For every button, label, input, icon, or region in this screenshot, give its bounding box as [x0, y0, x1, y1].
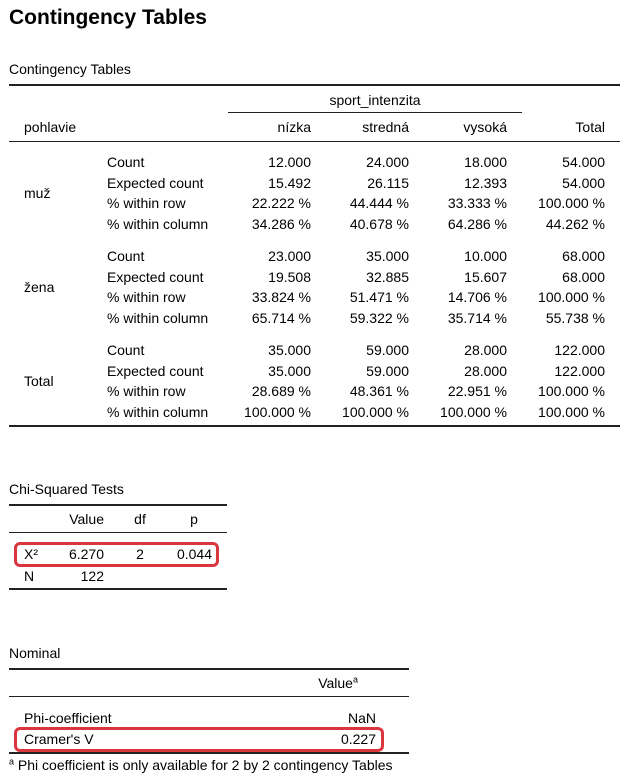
- table-cell: 68.000: [562, 248, 605, 264]
- table-cell: 68.000: [562, 268, 605, 285]
- table-cell: 44.444 %: [349, 195, 409, 211]
- stat-label: % within row: [107, 383, 186, 399]
- group-header: sport_intenzita: [329, 92, 421, 108]
- table-cell: 59.000: [366, 342, 409, 358]
- nominal-row-label: Cramer's V: [24, 731, 94, 747]
- table-cell: 35.714 %: [447, 309, 507, 326]
- row-var-header: pohlavie: [24, 119, 77, 135]
- chisq-row-label: X²: [24, 546, 38, 562]
- table-top-rule: [9, 84, 620, 86]
- nominal-bottom-rule: [9, 752, 409, 754]
- nominal-header-value: Value$^a$: [318, 674, 358, 691]
- table-cell: 28.000: [464, 342, 507, 358]
- stat-label: Count: [107, 154, 145, 170]
- table-cell: 54.000: [562, 154, 605, 170]
- chisq-header-df: df: [134, 511, 146, 527]
- table-cell: 35.000: [268, 342, 311, 358]
- table-cell: 100.000 %: [440, 403, 507, 420]
- col-header-total: Total: [575, 119, 605, 135]
- table-cell: 35.000: [268, 362, 311, 379]
- table-cell: 100.000 %: [342, 403, 409, 420]
- stat-label: Count: [107, 342, 145, 358]
- table-cell: 33.824 %: [251, 289, 311, 305]
- stat-label: Expected count: [107, 174, 204, 191]
- chisq-header-value: Value: [69, 511, 104, 527]
- table-cell: 10.000: [464, 248, 507, 264]
- chisq-bottom-rule: [9, 588, 227, 590]
- nominal-top-rule: [9, 668, 409, 670]
- table-cell: 18.000: [464, 154, 507, 170]
- table-cell: 100.000 %: [538, 289, 605, 305]
- chisq-p-value: 0.044: [176, 546, 212, 562]
- table-cell: 32.885: [366, 268, 409, 285]
- chisq-df: 2: [136, 546, 144, 562]
- table-cell: 28.000: [464, 362, 507, 379]
- nominal-header-rule: [9, 696, 409, 697]
- table-cell: 64.286 %: [447, 215, 507, 232]
- table-cell: 35.000: [366, 248, 409, 264]
- table-cell: 15.607: [464, 268, 507, 285]
- chisq-header-rule: [9, 532, 227, 533]
- contingency-caption: Contingency Tables: [9, 61, 131, 77]
- group-label-zena: žena: [24, 278, 55, 295]
- stat-label: Expected count: [107, 362, 204, 379]
- table-cell: 19.508: [268, 268, 311, 285]
- group-header-rule: [228, 112, 522, 113]
- table-cell: 54.000: [562, 174, 605, 191]
- table-cell: 44.262 %: [545, 215, 605, 232]
- chisq-highlight-box: [14, 542, 219, 567]
- table-cell: 12.000: [268, 154, 311, 170]
- stat-label: % within column: [107, 309, 209, 326]
- chisq-caption: Chi-Squared Tests: [9, 481, 124, 497]
- table-cell: 122.000: [554, 362, 605, 379]
- table-cell: 51.471 %: [349, 289, 409, 305]
- stat-label: % within row: [107, 195, 186, 211]
- chisq-header-p: p: [190, 511, 198, 527]
- table-cell: 48.361 %: [349, 383, 409, 399]
- table-cell: 34.286 %: [251, 215, 311, 232]
- table-cell: 15.492: [268, 174, 311, 191]
- stat-label: Expected count: [107, 268, 204, 285]
- chisq-n-value: 122: [80, 568, 104, 584]
- table-cell: 100.000 %: [538, 403, 605, 420]
- table-cell: 100.000 %: [538, 195, 605, 211]
- header-rule: [9, 141, 620, 142]
- table-cell: 14.706 %: [447, 289, 507, 305]
- table-cell: 100.000 %: [244, 403, 311, 420]
- chisq-top-rule: [9, 504, 227, 506]
- table-bottom-rule: [9, 425, 620, 427]
- table-cell: 28.689 %: [251, 383, 311, 399]
- table-cell: 59.000: [366, 362, 409, 379]
- nominal-cramers-v-value: 0.227: [340, 731, 376, 747]
- table-cell: 122.000: [554, 342, 605, 358]
- table-cell: 33.333 %: [447, 195, 507, 211]
- table-cell: 23.000: [268, 248, 311, 264]
- col-header-nizka: nízka: [277, 119, 311, 135]
- table-cell: 59.322 %: [349, 309, 409, 326]
- nominal-phi-value: NaN: [347, 710, 376, 726]
- table-cell: 65.714 %: [251, 309, 311, 326]
- table-cell: 40.678 %: [349, 215, 409, 232]
- stat-label: % within column: [107, 403, 209, 420]
- table-cell: 55.738 %: [545, 309, 605, 326]
- chisq-value: 6.270: [68, 546, 104, 562]
- table-cell: 26.115: [367, 174, 409, 191]
- table-cell: 22.951 %: [447, 383, 507, 399]
- nominal-caption: Nominal: [9, 645, 61, 661]
- stat-label: % within row: [107, 289, 186, 305]
- stat-label: % within column: [107, 215, 209, 232]
- col-header-stredna: stredná: [362, 119, 409, 135]
- stat-label: Count: [107, 248, 145, 264]
- group-label-total: Total: [24, 372, 54, 389]
- cramers-v-highlight-box: [14, 727, 384, 752]
- page-title: Contingency Tables: [9, 6, 207, 29]
- table-cell: 22.222 %: [251, 195, 311, 211]
- table-cell: 24.000: [366, 154, 409, 170]
- table-cell: 12.393: [464, 174, 507, 191]
- nominal-row-label: Phi-coefficient: [24, 710, 112, 726]
- table-cell: 100.000 %: [538, 383, 605, 399]
- group-label-muz: muž: [24, 184, 51, 201]
- nominal-footnote: $^a$ Phi coefficient is only available for 2 by 2 contingency Tables: [9, 756, 393, 773]
- chisq-row-label: N: [24, 568, 35, 584]
- col-header-vysoka: vysoká: [463, 119, 507, 135]
